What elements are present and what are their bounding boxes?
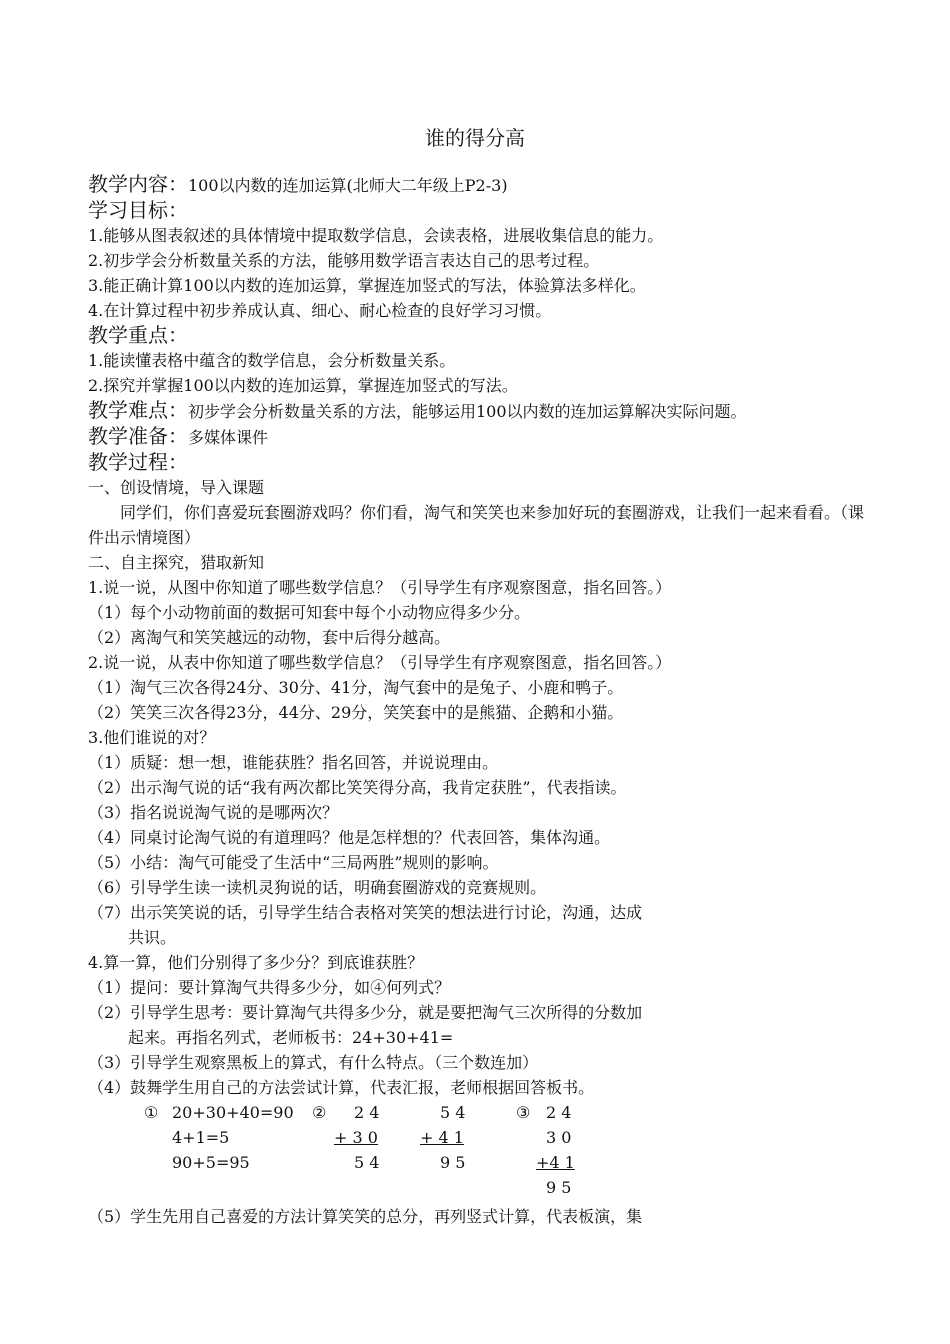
text-line: （4）鼓舞学生用自己的方法尝试计算，代表汇报，老师根据回答板书。: [88, 1078, 595, 1097]
method-1-marker: ①: [144, 1103, 159, 1122]
section-heading-text: 100以内数的连加运算(北师大二年级上P2-3): [188, 176, 508, 195]
method-2b-result: 9 5: [440, 1153, 466, 1172]
method-3-addend-1: 2 4: [546, 1103, 572, 1122]
section-heading-label: 学习目标：: [88, 198, 188, 222]
section-heading-label: 教学难点：: [88, 398, 188, 422]
method-2b-addend-1: 5 4: [440, 1103, 466, 1122]
section-heading: [88, 450, 873, 475]
text-line: 2.初步学会分析数量关系的方法，能够用数学语言表达自己的思考过程。: [88, 251, 600, 270]
text-line: 起来。再指名列式，老师板书：24+30+41=: [128, 1028, 454, 1047]
text-line: 3.能正确计算100以内数的连加运算，掌握连加竖式的写法，体验算法多样化。: [88, 276, 646, 295]
section-heading: [88, 424, 873, 450]
section-heading: [88, 323, 873, 348]
text-line: （2）出示淘气说的话“我有两次都比笑笑得分高，我肯定获胜”，代表指读。: [88, 778, 627, 797]
section-heading-text: 初步学会分析数量关系的方法，能够运用100以内数的连加运算解决实际问题。: [188, 402, 747, 421]
method-2a-addend-1: 2 4: [354, 1103, 380, 1122]
text-line: （3）指名说说淘气说的是哪两次？: [88, 803, 339, 822]
text-line: （2）引导学生思考：要计算淘气共得多少分，就是要把淘气三次所得的分数加: [88, 1003, 643, 1022]
text-line: 2.说一说，从表中你知道了哪些数学信息？（引导学生有序观察图意，指名回答。）: [88, 653, 672, 672]
text-line: （2）笑笑三次各得23分，44分、29分，笑笑套中的是熊猫、企鹅和小猫。: [88, 703, 624, 722]
document-title: 谁的得分高: [425, 126, 525, 150]
section-heading-label: 教学过程：: [88, 450, 188, 474]
text-line: 一、创设情境，导入课题: [88, 478, 265, 497]
text-line: （4）同桌讨论淘气说的有道理吗？他是怎样想的？代表回答，集体沟通。: [88, 828, 611, 847]
section-heading-text: 多媒体课件: [188, 428, 269, 447]
text-line: 2.探究并掌握100以内数的连加运算，掌握连加竖式的写法。: [88, 376, 518, 395]
text-line: 1.说一说，从图中你知道了哪些数学信息？（引导学生有序观察图意，指名回答。）: [88, 578, 672, 597]
text-line: （1）质疑：想一想，谁能获胜？指名回答，并说说理由。: [88, 753, 499, 772]
method-2a-addend-2: + 3 0: [334, 1128, 378, 1147]
method-2b-addend-2: + 4 1: [420, 1128, 464, 1147]
method-2-marker: ②: [312, 1103, 327, 1122]
method-3-marker: ③: [516, 1103, 531, 1122]
method-3-result: 9 5: [546, 1178, 572, 1197]
text-line: （5）小结：淘气可能受了生活中“三局两胜”规则的影响。: [88, 853, 499, 872]
text-line: 3.他们谁说的对？: [88, 728, 216, 747]
text-line: （3）引导学生观察黑板上的算式，有什么特点。（三个数连加）: [88, 1053, 539, 1072]
section-heading-label: 教学重点：: [88, 323, 188, 347]
section-heading: [88, 398, 873, 424]
text-line: （7）出示笑笑说的话，引导学生结合表格对笑笑的想法进行讨论，沟通，达成: [88, 903, 643, 922]
text-line: （1）淘气三次各得24分、30分、41分，淘气套中的是兔子、小鹿和鸭子。: [88, 678, 624, 697]
paragraph: 同学们，你们喜爱玩套圈游戏吗？你们看，淘气和笑笑也来参加好玩的套圈游戏，让我们一起来看看。（课件出示情境图）: [88, 503, 865, 547]
section-heading: [88, 198, 873, 223]
last-line: （5）学生先用自己喜爱的方法计算笑笑的总分，再列竖式计算，代表板演，集: [88, 1207, 643, 1226]
text-line: （6）引导学生读一读机灵狗说的话，明确套圈游戏的竞赛规则。: [88, 878, 547, 897]
method-3-addend-2: 3 0: [546, 1128, 572, 1147]
section-heading-label: 教学准备：: [88, 424, 188, 448]
lesson-plan-lines: [88, 172, 873, 1100]
calculation-methods-board: [88, 1100, 873, 1204]
section-heading: [88, 172, 873, 198]
text-line: （1）每个小动物前面的数据可知套中每个小动物应得多少分。: [88, 603, 531, 622]
text-line: 4.算一算，他们分别得了多少分？到底谁获胜？: [88, 953, 424, 972]
section-heading-label: 教学内容：: [88, 172, 188, 196]
method-1-line-2: 4+1=5: [172, 1128, 230, 1147]
text-line: 1.能够从图表叙述的具体情境中提取数学信息，会读表格，进展收集信息的能力。: [88, 226, 664, 245]
method-3-addend-3: +4 1: [536, 1153, 575, 1172]
text-line: （2）离淘气和笑笑越远的动物，套中后得分越高。: [88, 628, 451, 647]
text-line: 二、自主探究，猎取新知: [88, 553, 265, 572]
document-body: [88, 172, 873, 1229]
method-2a-result: 5 4: [354, 1153, 380, 1172]
text-line: （1）提问：要计算淘气共得多少分，如④何列式？: [88, 978, 451, 997]
method-1-line-1: 20+30+40=90: [172, 1103, 294, 1122]
method-1-line-3: 90+5=95: [172, 1153, 250, 1172]
text-line: 共识。: [128, 928, 177, 947]
text-line: 1.能读懂表格中蕴含的数学信息，会分析数量关系。: [88, 351, 456, 370]
text-line: 4.在计算过程中初步养成认真、细心、耐心检查的良好学习习惯。: [88, 301, 552, 320]
